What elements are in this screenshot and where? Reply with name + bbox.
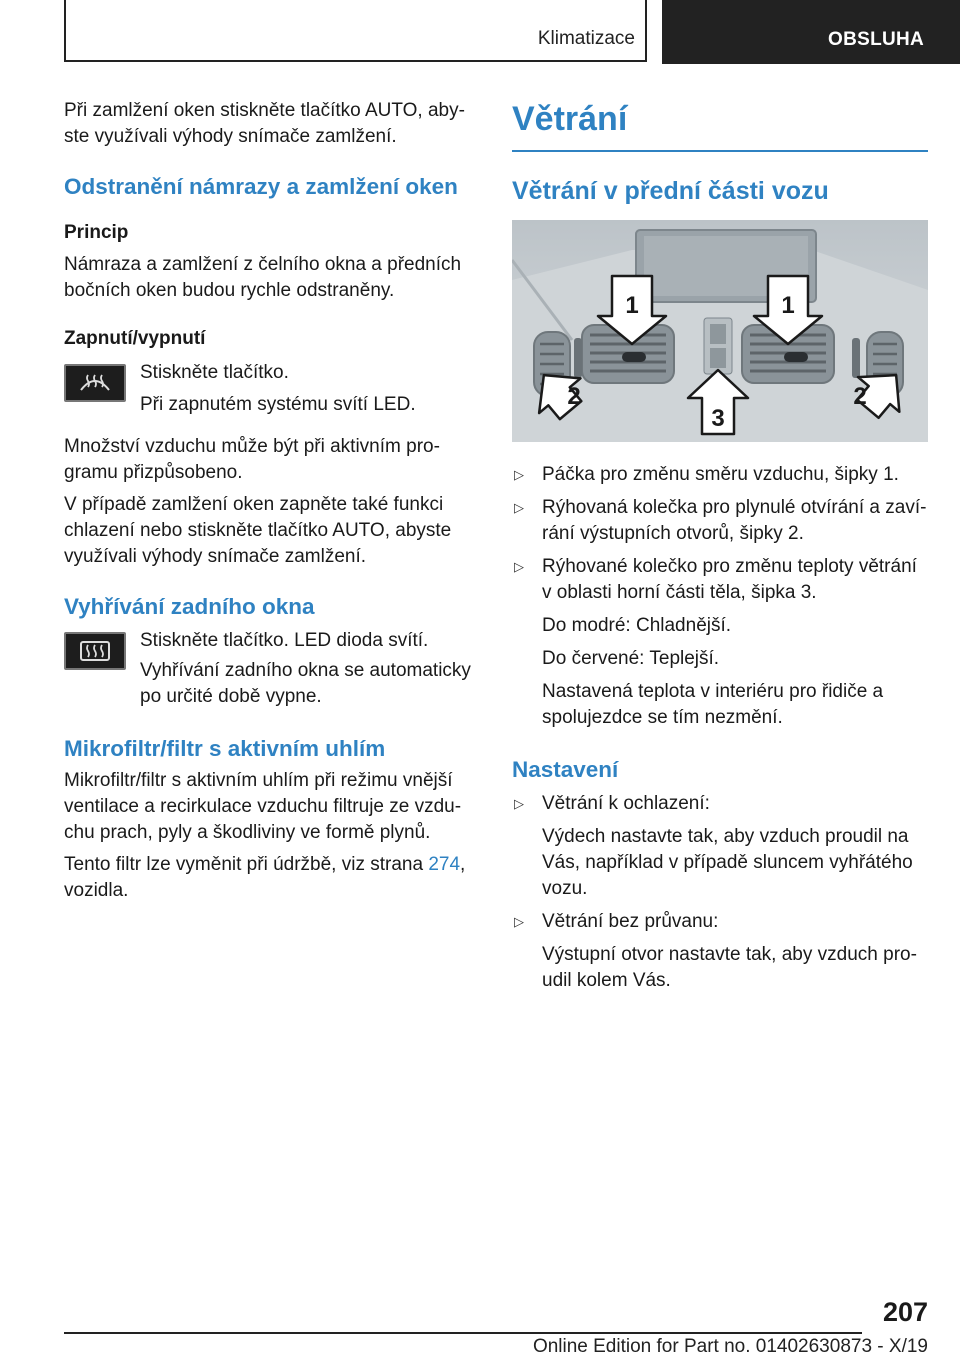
right-column xyxy=(512,98,928,1001)
settings-heading: Nastavení xyxy=(512,757,619,782)
footer-edition: Online Edition for Part no. 01402630873 - X/19 xyxy=(532,1336,928,1357)
filter-replace-before: Tento filtr lze vyměnit při údržbě, viz strana xyxy=(64,854,429,875)
filter-replace-after: , vozidla. xyxy=(64,854,466,901)
list-item xyxy=(512,909,928,935)
ventilation-heading: Větrání xyxy=(512,100,628,138)
heading-rule xyxy=(512,150,928,152)
filter-text: Mikrofiltr/filtr s aktivním uhlím při režimu vnější ventilace a recirkulace vzduchu filtruje ze vzduchu prach, pyly a škodliviny ve formě plynů. xyxy=(64,770,462,843)
temp-note-text: Nastavená teplota v interiéru pro řidiče a spolujezdce se tím nezmění. xyxy=(542,681,884,728)
list-item xyxy=(512,791,928,817)
air-amount-text: Množství vzduchu může být při aktivním programu přizpůsobeno. xyxy=(64,436,440,483)
bullet-text: Větrání k ochlazení: xyxy=(542,793,710,814)
filter-replace-text xyxy=(64,852,482,904)
arrow-label-2-right: 2 xyxy=(853,383,867,410)
blue-setting-text: Do modré: Chladnější. xyxy=(542,615,732,636)
onoff-line1: Stiskněte tlačítko. xyxy=(140,362,289,383)
bullet-triangle-icon: ▷ xyxy=(514,796,524,811)
arrow-label-1-right: 1 xyxy=(781,292,795,319)
dashboard-vents-illustration xyxy=(512,220,928,442)
rear-window-heating-button-icon xyxy=(64,632,126,670)
nodraft-text: Výstupní otvor nastavte tak, aby vzduch proudil kolem Vás. xyxy=(542,944,917,991)
rear-line1: Stiskněte tlačítko. LED dioda svítí. xyxy=(140,630,429,651)
filter-heading: Mikrofiltr/filtr s aktivním uhlím xyxy=(64,736,386,761)
bullet-text: Páčka pro změnu směru vzduchu, šipky 1. xyxy=(542,464,899,485)
principle-heading: Princip xyxy=(64,222,129,243)
bullet-triangle-icon: ▷ xyxy=(514,500,524,515)
principle-text: Námraza a zamlžení z čelního okna a předních bočních oken budou rychle odstraněny. xyxy=(64,254,462,301)
rear-defrost-button-row xyxy=(64,628,482,680)
list-item xyxy=(512,554,928,606)
header-chapter-tab: OBSLUHA xyxy=(662,0,960,64)
arrow-label-2-left: 2 xyxy=(567,383,581,410)
bullet-triangle-icon: ▷ xyxy=(514,914,524,929)
intro-text: Při zamlžení oken stiskněte tlačítko AUTO, abyste využívali výhody snímače zamlžení. xyxy=(64,100,465,147)
rear-window-heading: Vyhřívání zadního okna xyxy=(64,594,315,619)
rear-line2-text: Vyhřívání zadního okna se automaticky po určité době vypne. xyxy=(140,660,471,707)
cooling-text: Výdech nastavte tak, aby vzduch proudil na Vás, například v případě sluncem vyhřátého vozu. xyxy=(542,826,913,899)
bullet-triangle-icon: ▷ xyxy=(514,467,524,482)
bullet-text: Rýhované kolečko pro změnu teploty větrání v oblasti horní části těla, šipka 3. xyxy=(542,556,917,603)
bullet-text: Rýhovaná kolečka pro plynulé otvírání a zavírání výstupních otvorů, šipky 2. xyxy=(542,497,927,544)
page-number: 207 xyxy=(882,1297,928,1327)
arrow-label-3: 3 xyxy=(711,405,725,432)
list-item xyxy=(512,495,928,547)
header-section-title: Klimatizace xyxy=(537,28,635,49)
cooling-hint-text: V případě zamlžení oken zapněte také funkci chlazení nebo stiskněte tlačítko AUTO, abyste využívali výhody snímače zamlžení. xyxy=(64,494,452,567)
red-setting-text: Do červené: Teplejší. xyxy=(542,648,720,669)
defrost-button-row xyxy=(64,360,482,418)
list-item xyxy=(512,462,928,488)
defrost-heading: Odstranění námrazy a zamlžení oken xyxy=(64,174,458,199)
left-column xyxy=(64,98,482,904)
windshield-defrost-button-icon xyxy=(64,364,126,402)
page-link-274[interactable]: 274 xyxy=(428,854,461,875)
bullet-text: Větrání bez průvanu: xyxy=(542,911,719,932)
onoff-line2: Při zapnutém systému svítí LED. xyxy=(140,394,416,415)
bullet-triangle-icon: ▷ xyxy=(514,559,524,574)
footer-rule xyxy=(64,1332,862,1334)
front-ventilation-heading: Větrání v přední části vozu xyxy=(512,177,829,205)
onoff-heading: Zapnutí/vypnutí xyxy=(64,328,206,349)
arrow-label-1-left: 1 xyxy=(625,292,639,319)
